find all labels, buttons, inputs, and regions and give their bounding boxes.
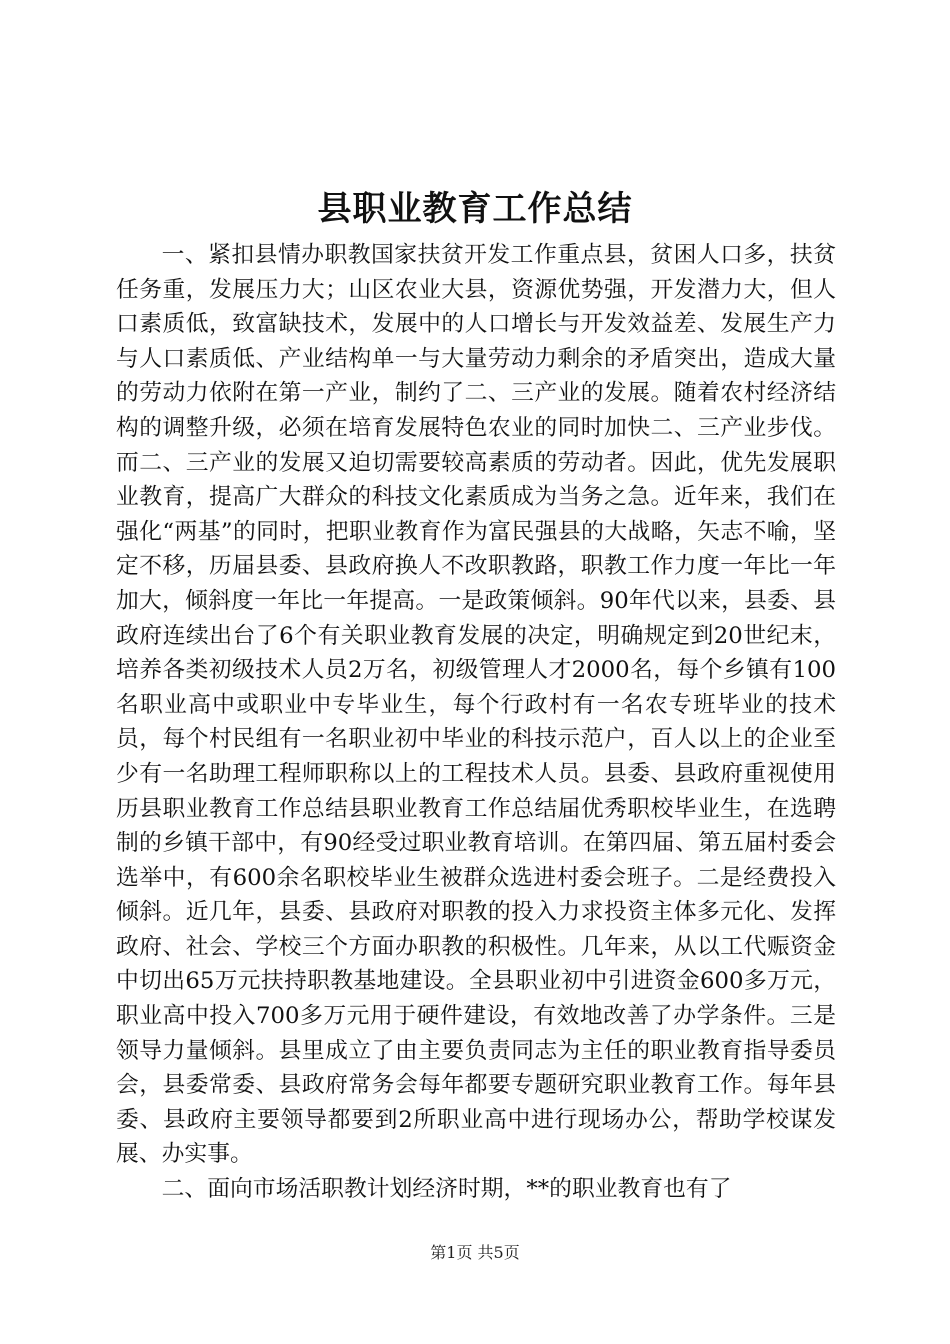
paragraph-2: 二、面向市场活职教计划经济时期，**的职业教育也有了 <box>161 1176 732 1203</box>
document-body <box>116 238 836 1207</box>
document-title: 县职业教育工作总结 <box>317 189 633 229</box>
paragraph-1: 一、紧扣县情办职教国家扶贫开发工作重点县，贫困人口多，扶贫任务重，发展压力大；山区农业大县，资源优势强，开发潜力大，但人口素质低，致富缺技术，发展中的人口增长与开发效益差、发展生产力与人口素质低、产业结构单一与大量劳动力剩余的矛盾突出，造成大量的劳动力依附在第一产业，制约了二、三产业的发展。随着农村经济结构的调整升级，必须在培育发展特色农业的同时加快二、三产业步伐。而二、三产业的发展又迫切需要较高素质的劳动者。因此，优先发展职业教育，提高广大群众的科技文化素质成为当务之急。近年来，我们在强化“两基”的同时，把职业教育作为富民强县的大战略，矢志不喻，坚定不移，历届县委、县政府换人不改职教路，职教工作力度一年比一年加大，倾斜度一年比一年提高。一是政策倾斜。90年代以来，县委、县政府连续出台了6个有关职业教育发展的决定，明确规定到20世纪末，培养各类初级技术人员2万名，初级管理人才2000名，每个乡镇有100名职业高中或职业中专毕业生，每个行政村有一名农专班毕业的技术员，每个村民组有一名职业初中毕业的科技示范户，百人以上的企业至少有一名助理工程师职称以上的工程技术人员。县委、县政府重视使用历县职业教育工作总结县职业教育工作总结届优秀职校毕业生，在选聘制的乡镇干部中，有90经受过职业教育培训。在第四届、第五届村委会选举中，有600余名职校毕业生被群众选进村委会班子。二是经费投入倾斜。近几年，县委、县政府对职教的投入力求投资主体多元化、发挥政府、社会、学校三个方面办职教的积极性。几年来，从以工代赈资金中切出65万元扶持职教基地建设。全县职业初中引进资金600多万元，职业高中投入700多万元用于硬件建设，有效地改善了办学条件。三是领导力量倾斜。县里成立了由主要负责同志为主任的职业教育指导委员会，县委常委、县政府常务会每年都要专题研究职业教育工作。每年县委、县政府主要领导都要到2所职业高中进行现场办公，帮助学校谋发展、办实事。 <box>116 242 836 1168</box>
page-number-footer: 第1页 共5页 <box>430 1243 520 1262</box>
